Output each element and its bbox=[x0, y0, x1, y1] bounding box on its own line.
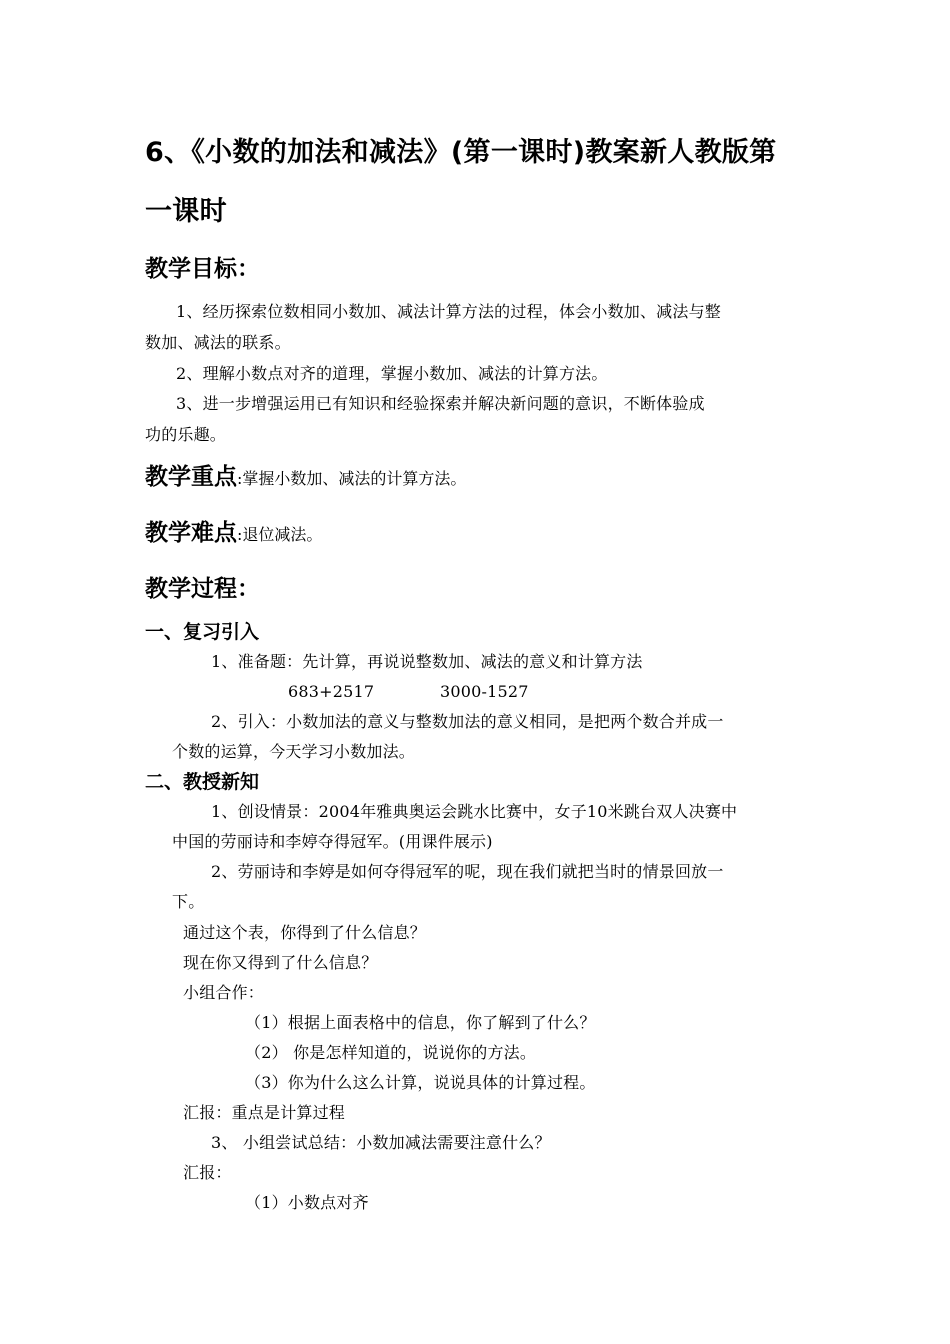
section-2-line: （1）小数点对齐 bbox=[245, 1193, 369, 1212]
process-heading: 教学过程： bbox=[145, 576, 260, 602]
section-2-line: 1、创设情景：2004年雅典奥运会跳水比赛中，女子10米跳台双人决赛中 bbox=[211, 802, 738, 821]
section-1-line: 2、引入：小数加法的意义与整数加法的意义相同，是把两个数合并成一 bbox=[211, 712, 724, 731]
difficulty-label: 教学难点 bbox=[145, 520, 237, 546]
section-1-heading: 一、复习引入 bbox=[145, 621, 260, 643]
document-title-line-2: 一课时 bbox=[145, 196, 227, 227]
section-2-line: 通过这个表，你得到了什么信息？ bbox=[183, 923, 427, 942]
section-2-line: 2、劳丽诗和李婷是如何夺得冠军的呢，现在我们就把当时的情景回放一 bbox=[211, 862, 724, 881]
difficulty-row bbox=[145, 522, 322, 545]
section-1-line: 个数的运算，今天学习小数加法。 bbox=[172, 742, 416, 761]
section-2-line: 下。 bbox=[172, 892, 205, 911]
section-2-line: 3、 小组尝试总结：小数加减法需要注意什么？ bbox=[211, 1133, 551, 1152]
key-point-row bbox=[145, 466, 466, 489]
objective-line: 功的乐趣。 bbox=[145, 425, 227, 444]
objective-line: 1、经历探索位数相同小数加、减法计算方法的过程，体会小数加、减法与整 bbox=[176, 302, 721, 321]
objective-line: 2、理解小数点对齐的道理，掌握小数加、减法的计算方法。 bbox=[176, 364, 608, 383]
objective-line: 3、进一步增强运用已有知识和经验探索并解决新问题的意识，不断体验成 bbox=[176, 394, 705, 413]
objective-line: 数加、减法的联系。 bbox=[145, 333, 291, 352]
objectives-heading: 教学目标： bbox=[145, 256, 260, 282]
section-2-line: （3）你为什么这么计算，说说具体的计算过程。 bbox=[245, 1073, 596, 1092]
section-2-line: 现在你又得到了什么信息？ bbox=[183, 953, 378, 972]
section-2-line: （2） 你是怎样知道的，说说你的方法。 bbox=[245, 1043, 537, 1062]
difficulty-text: :退位减法。 bbox=[237, 525, 323, 544]
section-2-line: 汇报：重点是计算过程 bbox=[183, 1103, 346, 1122]
key-point-text: :掌握小数加、减法的计算方法。 bbox=[237, 469, 467, 488]
section-2-heading: 二、教授新知 bbox=[145, 771, 260, 793]
section-2-line: 汇报： bbox=[183, 1163, 232, 1182]
section-2-line: 中国的劳丽诗和李婷夺得冠军。(用课件展示) bbox=[172, 832, 493, 851]
key-point-label: 教学重点 bbox=[145, 464, 237, 490]
equation-2: 3000-1527 bbox=[440, 682, 529, 701]
equation-1: 683+2517 bbox=[288, 682, 375, 701]
section-2-line: 小组合作： bbox=[183, 983, 265, 1002]
section-2-line: （1）根据上面表格中的信息，你了解到了什么？ bbox=[245, 1013, 596, 1032]
document-title-line-1: 6、《小数的加法和减法》(第一课时)教案新人教版第 bbox=[145, 137, 777, 168]
section-1-line: 1、准备题：先计算，再说说整数加、减法的意义和计算方法 bbox=[211, 652, 643, 671]
